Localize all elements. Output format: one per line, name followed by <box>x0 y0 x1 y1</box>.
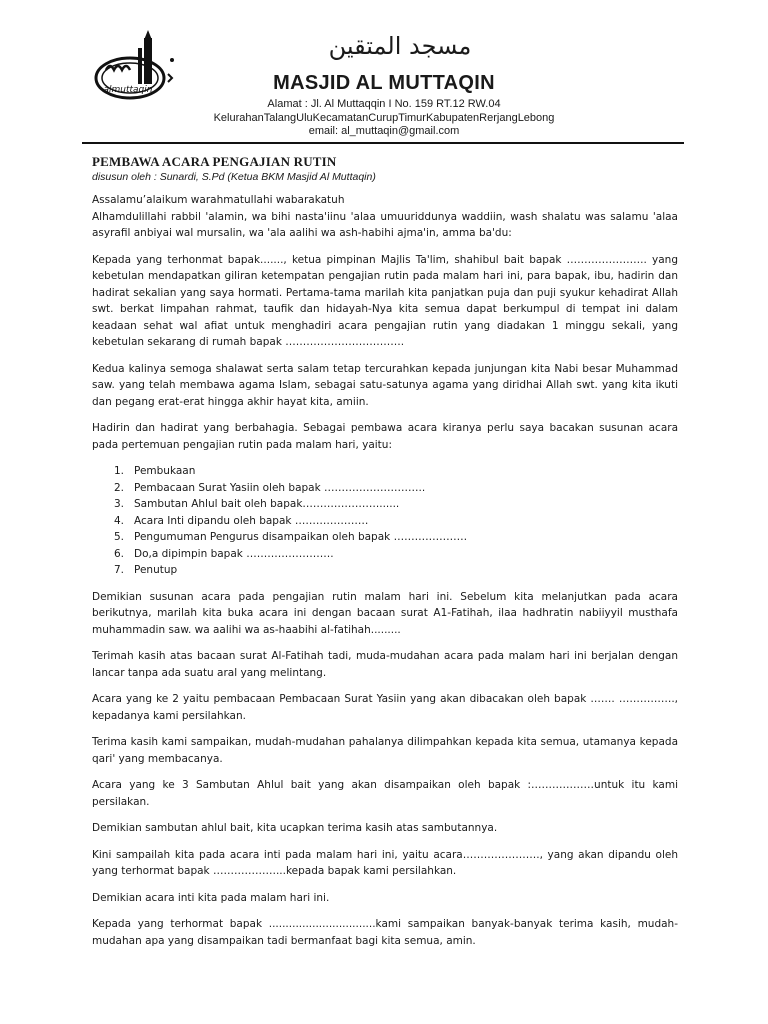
paragraph: Demikian acara inti kita pada malam hari ini. <box>92 891 330 904</box>
address-line: Alamat : Jl. Al Muttaqqin I No. 159 RT.12 RW.04 <box>267 98 501 110</box>
svg-text:almuttaqin: almuttaqin <box>103 85 153 95</box>
list-item: 2. Pembacaan Surat Yasiin oleh bapak ……………………….. <box>114 481 426 494</box>
paragraph: Kepada yang terhonmat bapak......., ketua pimpinan Majlis Ta'lim, shahibul bait bapak ………………….. yang kebetulan mendapatkan giliran ketempatan pengajian rutin pada malam hari ini, para bapak, ibu, hadirin dan hadirat sekalian yang saya hormati. Pertama-tama marilah kita panjatkan puja dan puji syukur kehadirat Allah swt. berkat limpahan rahmat, taufik dan hidayah-Nya kita semua dapat berkumpul di tempat ini dalam keadaan sehat wal afiat untuk menghadiri acara pengajian rutin yang diadakan 1 minggu sekali, yang kebetulan sekarang di rumah bapak ……………………………. <box>92 253 678 348</box>
greeting: Assalamu’alaikum warahmatullahi wabarakatuh <box>92 194 345 206</box>
list-item: 3. Sambutan Ahlul bait oleh bapak…………………....... <box>114 498 400 510</box>
mosque-logo <box>88 30 184 126</box>
document-body <box>92 192 678 959</box>
list-item: 1. Pembukaan <box>114 465 196 477</box>
header-divider <box>82 142 684 144</box>
paragraph: Terimah kasih atas bacaan surat Al-Fatihah tadi, muda-mudahan acara pada malam hari ini berjalan dengan lancar tanpa ada suatu aral yang melintang. <box>92 650 678 679</box>
email-line: email: al_muttaqin@gmail.com <box>308 125 460 137</box>
paragraph: Terima kasih kami sampaikan, mudah-mudahan pahalanya dilimpahkan kepada kita semua, utamanya kepada qari' yang membacanya. <box>92 736 678 765</box>
arabic-mosque-name: مسجد المتقين <box>328 32 472 60</box>
address-line: KelurahanTalangUluKecamatanCurupTimurKabupatenRerjangLebong <box>213 112 555 124</box>
list-item: 5. Pengumuman Pengurus disampaikan oleh bapak ………………… <box>114 531 468 543</box>
paragraph: Kedua kalinya semoga shalawat serta salam tetap tercurahkan kepada junjungan kita Nabi besar Muhammad saw. yang telah membawa agama Islam, sebagai satu-satunya agama yang diridhai Allah swt. yang kita ikuti dan pegang erat-erat hingga akhir hayat kita, amiin. <box>92 362 678 408</box>
paragraph: Acara yang ke 2 yaitu pembacaan Pembacaan Surat Yasiin yang akan dibacakan oleh bapak ……. ……………., kepadanya kami persilahkan. <box>92 693 678 722</box>
list-item: 7. Penutup <box>114 564 178 576</box>
paragraph: Kepada yang terhormat bapak ................................kami sampaikan banyak-banyak terima kasih, mudah-mudahan apa yang disampaikan tadi bermanfaat bagi kita semua, amin. <box>92 918 678 947</box>
org-name: MASJID AL MUTTAQIN <box>273 72 495 94</box>
document-title: PEMBAWA ACARA PENGAJIAN RUTIN <box>92 154 337 169</box>
paragraph: Acara yang ke 3 Sambutan Ahlul bait yang akan disampaikan oleh bapak :………………untuk itu kami persilakan. <box>92 779 678 808</box>
document-byline: disusun oleh : Sunardi, S.Pd (Ketua BKM Masjid Al Muttaqin) <box>92 171 376 183</box>
paragraph: Kini sampailah kita pada acara inti pada malam hari ini, yaitu acara…………………., yang akan dipandu oleh yang terhormat bapak ………………...kepada bapak kami persilahkan. <box>92 848 678 877</box>
paragraph: Hadirin dan hadirat yang berbahagia. Sebagai pembawa acara kiranya perlu saya bacakan susunan acara pada pertemuan pengajian rutin pada malam hari, yaitu: <box>92 422 678 451</box>
paragraph: Demikian sambutan ahlul bait, kita ucapkan terima kasih atas sambutannya. <box>92 822 498 834</box>
paragraph: Demikian susunan acara pada pengajian rutin malam hari ini. Sebelum kita melanjutkan pada acara berikutnya, marilah kita buka acara ini dengan bacaan surat A1-Fatihah, ilaa hadhratin nabiiyyil musthafa muhammadin saw. wa aalihi wa as-haabihi al-fatihah......... <box>92 590 678 636</box>
agenda-list <box>114 463 678 579</box>
list-item: 6. Do,a dipimpin bapak ……………………. <box>114 547 334 560</box>
list-item: 4. Acara Inti dipandu oleh bapak ………………… <box>114 514 369 527</box>
letterhead <box>0 0 768 146</box>
opening-paragraph: Alhamdulillahi rabbil 'alamin, wa bihi nasta'iinu 'alaa umuuriddunya waddiin, wash shalatu was salamu 'alaa asyrafil anbiyai wal mursalin, wa 'ala aalihi wa ash-habihi ajma'in, amma ba'du: <box>92 210 678 239</box>
